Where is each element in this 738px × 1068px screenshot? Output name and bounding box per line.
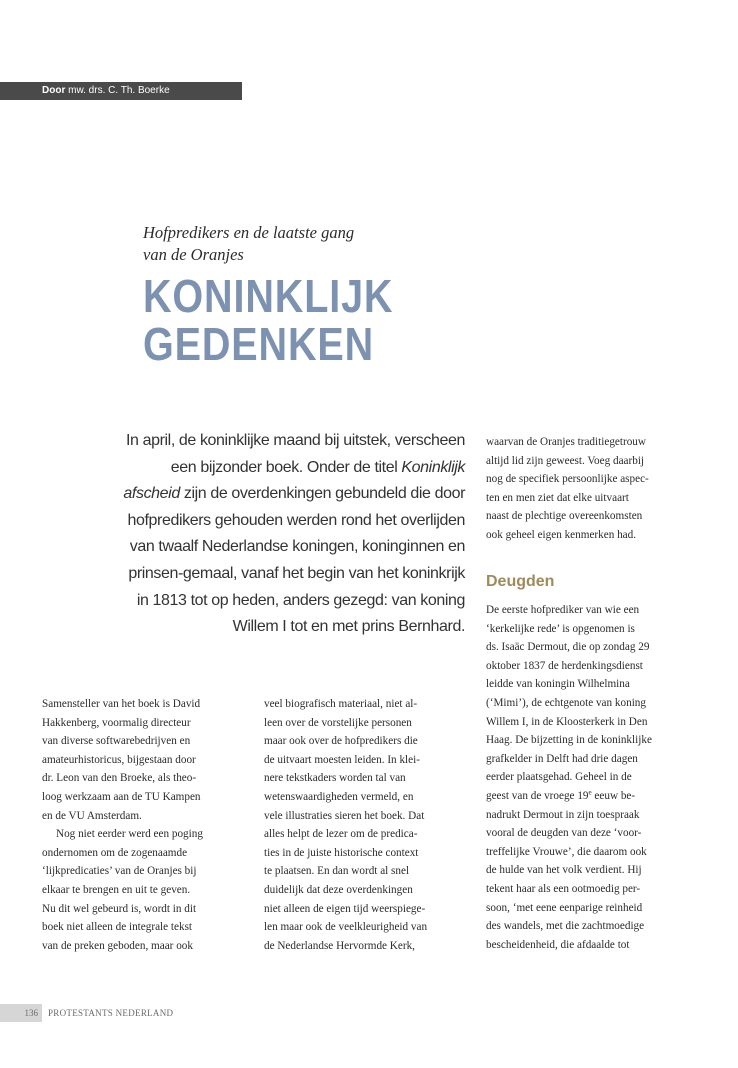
- body-line: ondernomen om de zogenaamde: [42, 846, 188, 859]
- body-line: van de preken geboden, maar ook: [42, 939, 193, 952]
- body-line: oktober 1837 de herdenkingsdienst: [486, 659, 643, 672]
- body-line: loog werkzaam aan de TU Kampen: [42, 790, 201, 803]
- body-line: niet alleen de eigen tijd weerspiege-: [264, 902, 426, 915]
- body-line: te plaatsen. En dan wordt al snel: [264, 865, 410, 878]
- body-line: ‘kerkelijke rede’ is opgenomen is: [486, 622, 635, 635]
- body-line: des wandels, met die zachtmoedige: [486, 920, 645, 933]
- body-line: van diverse softwarebedrijven en: [42, 735, 191, 748]
- body-line: nere tekstkaders worden tal van: [264, 772, 406, 785]
- body-line: ‘lijkpredicaties’ van de Oranjes bij: [42, 865, 197, 878]
- intro-line: Willem I tot en met prins Bernhard.: [232, 618, 465, 636]
- superscript: e: [588, 788, 592, 797]
- body-line: altijd lid zijn geweest. Voeg daarbij: [486, 454, 645, 467]
- section-heading: Deugden: [486, 573, 555, 590]
- subtitle-line: van de Oranjes: [143, 245, 244, 264]
- article-title: [143, 272, 504, 368]
- intro-line: hofpredikers gehouden werden rond het overlijden: [127, 511, 465, 529]
- body-line: en de VU Amsterdam.: [42, 809, 142, 822]
- body-line: vooral de deugden van deze ‘voor-: [486, 827, 642, 840]
- body-line: elkaar te brengen en uit te geven.: [42, 883, 191, 896]
- intro-line: In april, de koninklijke maand bij uitstek, verscheen: [126, 432, 465, 449]
- body-line: ten en men ziet dat elke uitvaart: [486, 491, 629, 504]
- body-line: Samensteller van het boek is David: [42, 698, 201, 710]
- body-line: (‘Mimi’), de echtgenote van koning: [486, 696, 646, 709]
- author-label: Door: [42, 85, 66, 96]
- body-line: de Nederlandse Hervormde Kerk,: [264, 939, 415, 952]
- author-bar: [0, 82, 242, 100]
- body-line: Nu dit wel gebeurd is, wordt in dit: [42, 902, 197, 915]
- body-line: [486, 787, 701, 806]
- body-line: duidelijk dat deze overdenkingen: [264, 883, 413, 896]
- body-line: De eerste hofprediker van wie een: [486, 604, 640, 616]
- article-subtitle: [143, 222, 463, 266]
- body-column-3-top: [486, 433, 701, 545]
- book-title-italic: afscheid: [123, 485, 180, 503]
- body-line: maar ook over de hofpredikers die: [264, 735, 418, 748]
- publication-name: PROTESTANTS NEDERLAND: [48, 1008, 174, 1018]
- page-number: 136: [0, 1004, 42, 1022]
- title-line: KONINKLIJK: [143, 270, 394, 322]
- intro-paragraph: [120, 428, 465, 641]
- body-line: wetenswaardigheden vermeld, en: [264, 790, 414, 803]
- page-footer: [0, 1004, 200, 1022]
- intro-line: zijn de overdenkingen gebundeld die door: [179, 485, 465, 503]
- body-line: soon, ‘met eene eenparige reinheid: [486, 901, 643, 914]
- subtitle-line: Hofpredikers en de laatste gang: [143, 223, 355, 242]
- body-line: vele illustraties sieren het boek. Dat: [264, 809, 425, 822]
- body-line: Willem I, in de Kloosterkerk in Den: [486, 715, 648, 728]
- body-line: ties in de juiste historische context: [264, 846, 419, 859]
- body-column-2: [264, 695, 469, 955]
- body-line: eerder plaatsgehad. Geheel in de: [486, 771, 632, 784]
- body-line: dr. Leon van den Broeke, als theo-: [42, 772, 197, 785]
- body-line: bescheidenheid, die afdaalde tot: [486, 938, 630, 951]
- body-line: veel biografisch materiaal, niet al-: [264, 698, 418, 710]
- century-text-end: eeuw be-: [591, 789, 636, 802]
- body-line: tekent haar als een ootmoedig per-: [486, 882, 641, 895]
- century-text: geest van de vroege 19: [486, 789, 589, 802]
- body-line: de uitvaart moesten leiden. In klei-: [264, 753, 420, 766]
- intro-line: van twaalf Nederlandse koningen, koninginnen en: [129, 538, 465, 556]
- intro-line: in 1813 tot op heden, anders gezegd: van koning: [136, 591, 465, 609]
- book-title-italic: Koninklijk: [401, 458, 465, 476]
- body-line: len maar ook de veelkleurigheid van: [264, 921, 428, 934]
- body-line: boek niet alleen de integrale tekst: [42, 921, 193, 934]
- intro-line: prinsen-gemaal, vanaf het begin van het koninkrijk: [128, 564, 465, 582]
- body-line: nog de specifiek persoonlijke aspec-: [486, 473, 649, 486]
- body-line: naast de plechtige overeenkomsten: [486, 510, 643, 523]
- body-line: Nog niet eerder werd een poging: [56, 828, 203, 841]
- body-line: alles helpt de lezer om de predica-: [264, 828, 418, 841]
- body-line: nadrukt Dermout in zijn toespraak: [486, 808, 640, 821]
- body-line: amateurhistoricus, bijgestaan door: [42, 753, 196, 766]
- body-line: de hulde van het volk verdient. Hij: [486, 864, 642, 877]
- body-line: ds. Isaäc Dermout, die op zondag 29: [486, 641, 650, 654]
- body-column-3-bottom: [486, 601, 701, 954]
- body-line: Hakkenberg, voormalig directeur: [42, 716, 191, 729]
- body-line: waarvan de Oranjes traditiegetrouw: [486, 436, 646, 448]
- author-name: mw. drs. C. Th. Boerke: [68, 85, 170, 96]
- body-line: ook geheel eigen kenmerken had.: [486, 528, 637, 541]
- intro-line: een bijzonder boek. Onder de titel: [170, 458, 398, 476]
- body-line: Haag. De bijzetting in de koninklijke: [486, 734, 652, 747]
- body-column-1: [42, 695, 242, 955]
- body-line: treffelijke Vrouwe’, die daarom ook: [486, 845, 647, 858]
- body-line: leen over de vorstelijke personen: [264, 716, 412, 729]
- body-line: grafkelder in Delft had drie dagen: [486, 752, 638, 765]
- title-line: GEDENKEN: [143, 318, 375, 370]
- body-line: leidde van koningin Wilhelmina: [486, 678, 630, 691]
